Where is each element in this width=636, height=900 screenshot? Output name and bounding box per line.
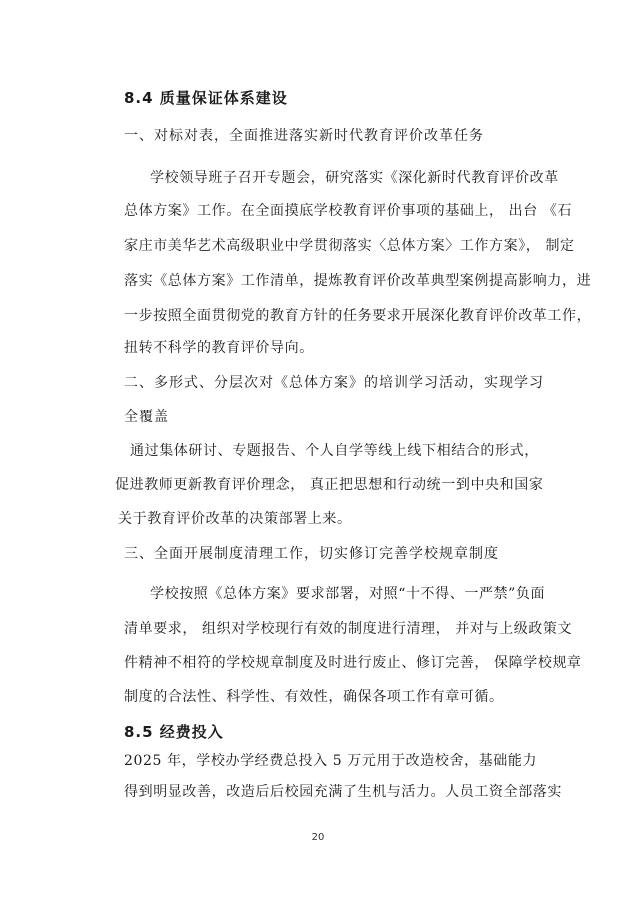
section-8-4-title: 8.4 质量保证体系建设 — [124, 89, 288, 107]
paragraph-line: 总体方案》工作。在全面摸底学校教育评价事项的基础上， 出台 《石 — [124, 203, 573, 219]
paragraph-line: 通过集体研讨、专题报告、个人自学等线上线下相结合的形式， — [130, 443, 539, 459]
subsection-3-heading: 三、全面开展制度清理工作，切实修订完善学校规章制度 — [124, 546, 499, 562]
paragraph-line: 制度的合法性、科学性、有效性，确保各项工作有章可循。 — [124, 689, 504, 705]
paragraph-line: 2025 年，学校办学经费总投入 5 万元用于改造校舍，基础能力 — [124, 753, 538, 769]
paragraph-line: 家庄市美华艺术高级职业中学贯彻落实〈总体方案〉工作方案》， 制定 — [124, 238, 575, 254]
subsection-2-heading: 二、多形式、分层次对《总体方案》的培训学习活动，实现学习 — [124, 375, 544, 391]
paragraph-line: 扭转不科学的教育评价导向。 — [124, 340, 314, 356]
paragraph-line: 学校领导班子召开专题会，研究落实《深化新时代教育评价改革 — [150, 170, 559, 186]
paragraph-line: 得到明显改善，改造后后校园充满了生机与活力。人员工资全部落实 — [124, 784, 562, 800]
paragraph-line: 学校按照《总体方案》要求部署，对照“十不得、一严禁”负面 — [150, 586, 546, 602]
paragraph-line: 关于教育评价改革的决策部署上来。 — [118, 511, 352, 527]
page-number: 20 — [311, 832, 325, 843]
paragraph-line: 件精神不相符的学校规章制度及时进行废止、修订完善， 保障学校规章 — [124, 655, 582, 671]
subsection-1-heading: 一、对标对表，全面推进落实新时代教育评价改革任务 — [124, 128, 484, 144]
section-8-5-title: 8.5 经费投入 — [124, 723, 224, 741]
paragraph-line: 清单要求， 组织对学校现行有效的制度进行清理， 并对与上级政策文 — [124, 621, 573, 637]
paragraph-line: 一步按照全面贯彻党的教育方针的任务要求开展深化教育评价改革工作， — [124, 308, 592, 324]
paragraph-line: 落实《总体方案》工作清单，提炼教育评价改革典型案例提高影响力，进 — [124, 273, 592, 289]
paragraph-line: 促进教师更新教育评价理念， 真正把思想和行动统一到中央和国家 — [115, 477, 544, 493]
subsection-2-heading-cont: 全覆盖 — [124, 409, 169, 425]
